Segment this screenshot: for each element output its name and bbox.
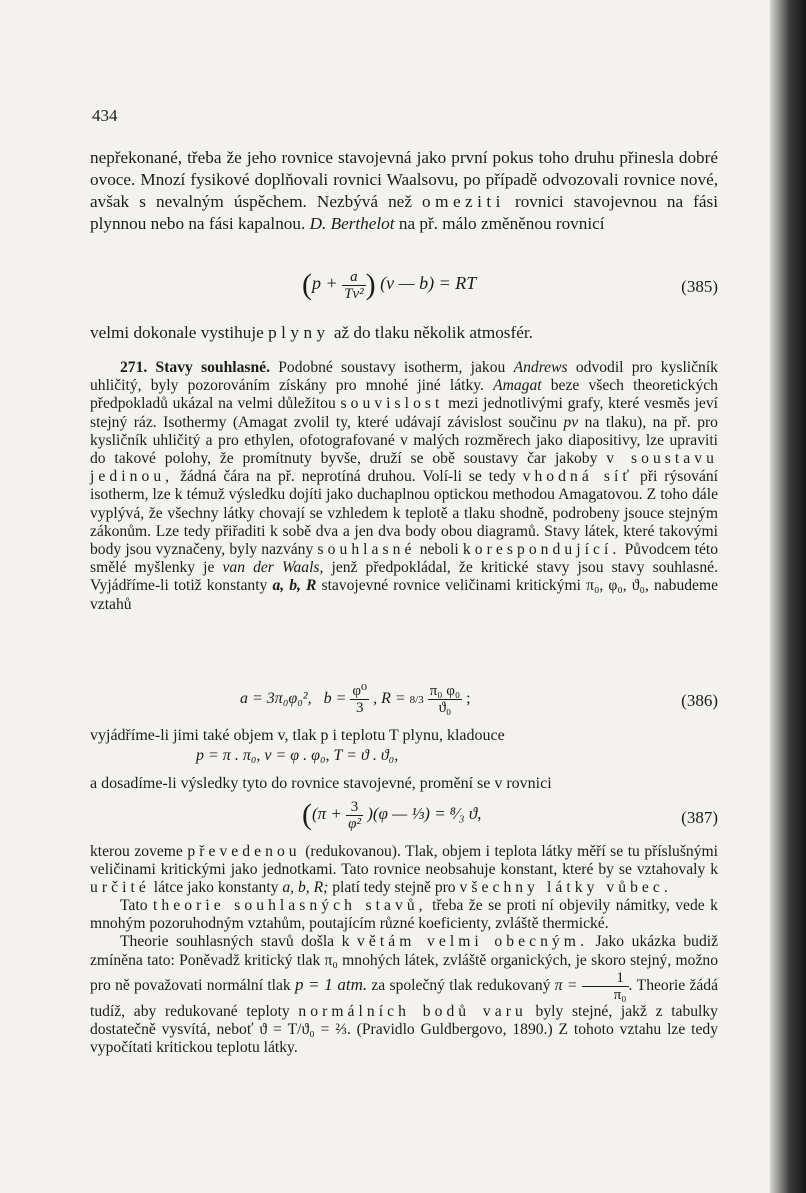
constants-abr: a, b, R: [272, 577, 317, 595]
jedinou-word: jedinou,: [90, 468, 174, 486]
tail-text-5: Tato: [120, 897, 148, 915]
page-edge-shadow: [770, 0, 806, 1193]
after-385-paragraph: [90, 322, 718, 344]
intro-paragraph: [90, 147, 718, 235]
sec-text-2: odvodil pro kysličník uhličitý, byly pozorováním získány pro mnohé jiné látky.: [90, 359, 718, 395]
intro-text-end: na př. málo změněnou rovnicí: [398, 214, 605, 233]
tail-text-11: byly stejné, jakž z tabulky dostatečně vysvítá, neboť ϑ = T/ϑ₀ = ⅔. (Pravidlo Guldbergovo, 1890.) Z tohoto vztahu lze tedy vypočítati kritickou teplotu látky.: [90, 1002, 718, 1056]
eq386-r-denominator: ϑ₀: [438, 700, 452, 716]
prevedenou-word: převedenou: [187, 843, 301, 860]
sec-text-11: stavojevné rovnice veličinami kritickými: [321, 577, 581, 595]
eq386-r-numerator: π₀ φ₀: [429, 683, 461, 699]
van-der-waals-name: van der Waals,: [222, 559, 324, 577]
eq386-b-denominator: 3: [355, 700, 364, 716]
sec-text-10: jenž předpokládal, že kritické stavy jsou stavy souhlasné. Vyjádříme-li totiž konstanty: [90, 559, 718, 595]
vhodna-sit-word: vhodná síť: [522, 468, 634, 486]
tail-text-4: platí tedy stejně pro: [332, 879, 456, 897]
v-soustavu-word: v soustavu: [606, 450, 718, 468]
normalnich-word: normálních bodů varu: [298, 1002, 527, 1020]
eq387-right: )(φ — ⅓) = ⁸⁄₃ ϑ,: [367, 803, 482, 823]
eq387-numerator: 3: [346, 799, 363, 816]
amagat-name: Amagat: [493, 377, 542, 395]
sec-text-3: beze všech theoretických předpokladů ukázal na velmi důležitou: [90, 377, 718, 413]
pi-numerator: 1: [582, 970, 629, 987]
souvislost-word: souvislost: [340, 395, 444, 413]
sec-text-9: Původcem této smělé myšlenky je: [90, 541, 718, 577]
tail-text-3: látce jako konstanty: [153, 879, 279, 897]
intro-spaced-word: omeziti: [422, 192, 505, 211]
eq385-numerator: a: [342, 269, 366, 286]
after385-text-end: až do tlaku několik atmosfér.: [333, 323, 533, 342]
after385-spaced: plyny: [268, 323, 330, 342]
tail-constants: a, b, R;: [282, 879, 329, 897]
vetam-word: větám velmi obecným.: [357, 933, 588, 951]
eq386-r: , R =: [373, 690, 406, 708]
urcite-word: určité: [90, 879, 150, 897]
pi-equals: π =: [554, 976, 578, 994]
tail-text-10: . Theorie žádá tudíž, aby redukované teploty: [90, 976, 718, 1020]
sec-text-1: Podobné soustavy isotherm, jakou: [278, 359, 506, 376]
korespondujici-word: korespondující.: [462, 541, 621, 559]
pi-denominator: π₀: [613, 986, 627, 1003]
eq385-right: (v — b) = RT: [380, 273, 477, 294]
equation-387-label: (387): [681, 808, 718, 827]
eq387-left: (π +: [312, 803, 342, 823]
para-386: vyjádříme-li jimi také objem v, tlak p i teplotu T plynu, kladouce: [90, 727, 505, 744]
eq386-b-numerator: φ⁰: [352, 683, 368, 699]
page-number: 434: [92, 106, 118, 125]
tail-text-8: Jako ukázka budiž zmíněna tato: Poněvadž kritický tlak π₀ mnohých látek, zvláště organických, je skoro stejný, možno pro ně považovati normální tlak: [90, 933, 718, 994]
eq387-denominator: φ²: [348, 815, 361, 832]
tail-text-9: za společný tlak redukovaný: [371, 976, 551, 994]
sec-text-6: žádná čára na př. neprotíná druhou. Volí-li se tedy: [180, 468, 516, 486]
equation-385-label: (385): [681, 277, 718, 296]
tail-text-2: (redukovanou). Tlak, objem i teplota látky měří se tu příslušnými veličinami kritickými jako jednotkami. Tato rovnice neobsahuje konstant, které by se vztahovaly k: [90, 843, 718, 879]
p-1-atm: p = 1 atm.: [295, 974, 368, 994]
substitution-line: p = π . π₀, v = φ . φ₀, T = ϑ . ϑ₀,: [196, 747, 399, 764]
para-387: a dosadíme-li výsledky tyto do rovnice stavojevné, promění se v rovnici: [90, 775, 552, 792]
tail-text-1: kterou zoveme: [90, 843, 183, 860]
eq385-denominator: Tv²: [344, 285, 364, 302]
after385-text: velmi dokonale vystihuje: [90, 323, 264, 342]
tail-text-7: Theorie souhlasných stavů došla k: [120, 933, 350, 951]
equation-386-label: (386): [681, 691, 718, 710]
intro-text-rest: rovnici stavojevnou na fási plynnou nebo na fási kapalnou.: [90, 192, 718, 233]
eq386-followup: [90, 726, 718, 766]
eq386-a: a = 3π₀φ₀²,: [240, 690, 312, 708]
souhlasne-word: souhlasné: [317, 541, 416, 559]
section-heading: 271. Stavy souhlasné.: [120, 359, 270, 376]
eq387-intro: [90, 774, 718, 794]
sec-text-7: při rýsování isotherm, lze k témuž výsledku dojíti jako duchaplnou optickou methodou Amagatovou. Z toho dále vyplývá, že všechny látky chovají se vzhledem k teplotě a tlaku shodně, podrobeny jsouce stejným zákonům. Lze tedy přiřaditi k sobě dva a jen dva body obou diagramů. Stavy látek, které takovými body jsou vyznačeny, byly nazvány: [90, 468, 718, 559]
section-271: [90, 359, 718, 614]
sec-text-5: na tlaku), na př. pro kysličník uhličitý a pro ethylen, ofotografované v malých rozměrech jako diapositivy, lze upraviti do takové polohy, že promítnuty byvše, druží se obě soustavy čar jakoby: [90, 413, 718, 468]
berthelot-name: D. Berthelot: [309, 214, 395, 233]
equation-386: [90, 683, 718, 723]
intro-text: nepřekonané, třeba že jeho rovnice stavojevná jako první pokus toho druhu přinesla dobré ovoce. Mnozí fysikové doplňovali rovnici Waalsovu, po případě odvozovali rovnice nové, avšak s nevalným úspěchem. Nezbývá než: [90, 148, 718, 211]
pv-symbol: pv: [563, 413, 579, 431]
tail-text-6: třeba že se proti ní objevily námitky, vede k mnohým pozoruhodným vztahům, poutajícím různé koeficienty, zvláště thermické.: [90, 897, 718, 933]
sec-text-12: nabudeme vztahů: [90, 577, 719, 613]
critical-symbols: π₀, φ₀, ϑ₀,: [586, 577, 649, 595]
equation-385: (p + $\frac{a}{\text{Tv²}}$ ) (v — b) = RT (385): [302, 268, 718, 302]
eq385-left: p +: [312, 273, 338, 294]
eq386-end: ;: [466, 690, 471, 708]
closing-paragraphs: [90, 843, 718, 1057]
equation-387: ((π + $\frac{3}{\text{φ²}}$ )(φ — ⅓) = ⁸⁄₃ ϑ, (387): [302, 798, 718, 832]
andrews-name: Andrews: [513, 359, 568, 376]
vsechny-word: všechny látky vůbec.: [459, 879, 672, 897]
sec-text-8: neboli: [419, 541, 459, 559]
theorie-word: theorie souhlasných stavů,: [153, 897, 427, 915]
sec-text-4: mezi jednotlivými grafy, které vesměs jeví stejný ráz. Isothermy (Amagat zvolil ty, které udávají závislost součinu: [90, 395, 718, 431]
eq386-b: b =: [323, 690, 347, 708]
eq386-r-coef: 8/3: [409, 694, 424, 707]
